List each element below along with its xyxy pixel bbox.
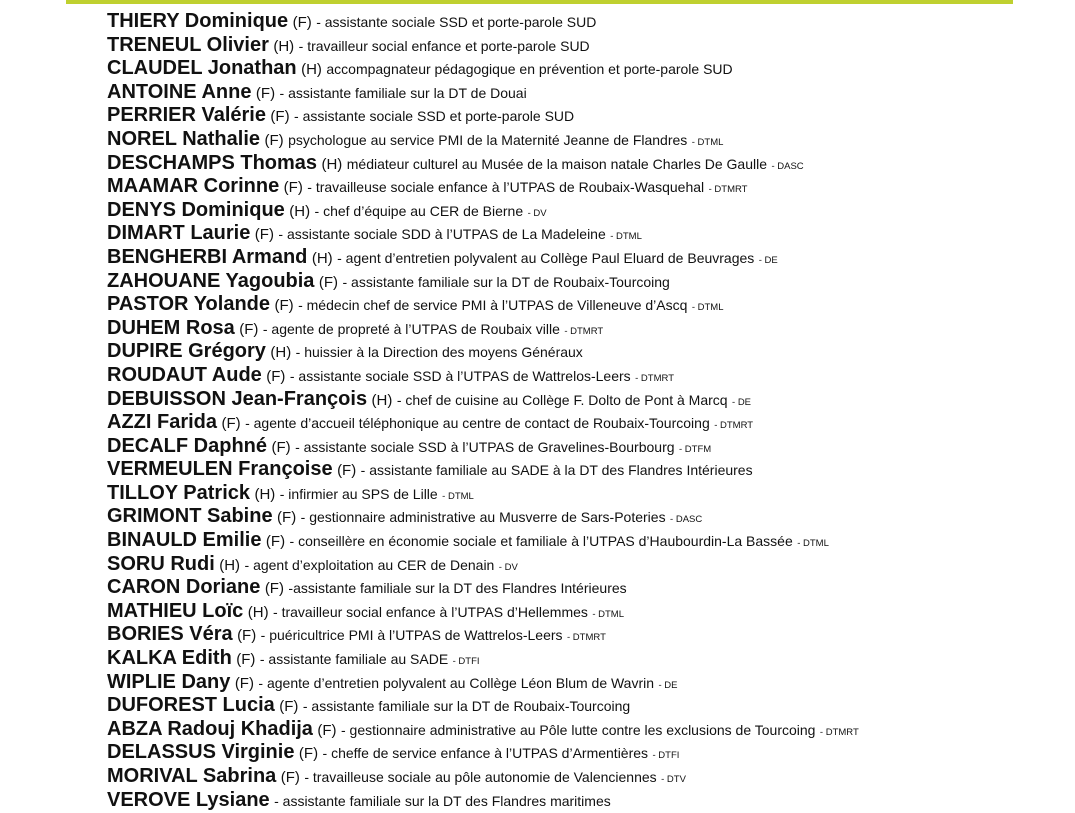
person-name: DUHEM Rosa <box>107 316 235 339</box>
person-name: ZAHOUANE Yagoubia <box>107 269 315 292</box>
role-description: - assistante sociale SDD à l’UTPAS de La Madeleine <box>278 226 606 243</box>
list-item <box>107 199 1057 223</box>
department-code: - DTMRT <box>635 372 674 384</box>
gender-label: (F) <box>254 226 274 244</box>
gender-label: (F) <box>318 273 339 291</box>
gender-label: (F) <box>298 745 319 763</box>
list-item <box>107 458 1057 482</box>
role-description: - puéricultrice PMI à l’UTPAS de Wattrelos-Leers <box>260 627 563 644</box>
person-name: NOREL Nathalie <box>107 127 260 150</box>
department-code: - DASC <box>771 160 804 172</box>
gender-label: (F) <box>264 131 284 149</box>
person-name: PERRIER Valérie <box>107 104 266 127</box>
department-code: - DTMRT <box>714 420 754 432</box>
gender-label: (H) <box>321 155 343 173</box>
list-item <box>107 576 1057 600</box>
list-item <box>107 435 1057 459</box>
department-code: - DE <box>732 396 752 408</box>
person-name: VEROVE Lysiane <box>107 788 270 811</box>
role-description: - agent d’exploitation au CER de Denain <box>244 556 495 573</box>
role-description: - agente de propreté à l’UTPAS de Roubaix ville <box>262 320 560 337</box>
person-name: MAAMAR Corinne <box>107 175 280 198</box>
person-name: DUPIRE Grégory <box>107 340 266 363</box>
role-description: - assistante sociale SSD et porte-parole SUD <box>294 108 575 125</box>
list-item <box>107 411 1057 435</box>
gender-label: (F) <box>265 533 286 551</box>
list-item <box>107 152 1057 176</box>
person-name: BORIES Véra <box>107 623 233 646</box>
list-item <box>107 340 1057 364</box>
gender-label: (F) <box>277 509 297 527</box>
list-item <box>107 128 1057 152</box>
department-code: - DE <box>658 679 678 691</box>
role-description: - assistante familiale au SADE à la DT des Flandres Intérieures <box>360 462 753 479</box>
role-description: - gestionnaire administrative au Pôle lutte contre les exclusions de Tourcoing <box>341 721 816 738</box>
department-code: - DTMRT <box>567 632 606 644</box>
department-code: - DTML <box>610 231 642 243</box>
list-item <box>107 789 1057 813</box>
list-item <box>107 388 1057 412</box>
gender-label: (F) <box>264 580 284 598</box>
department-code: - DV <box>527 207 547 219</box>
gender-label: (F) <box>270 108 290 126</box>
person-name: CLAUDEL Jonathan <box>107 57 297 80</box>
gender-label: (H) <box>311 249 333 267</box>
role-description: - conseillère en économie sociale et familiale à l’UTPAS d’Haubourdin-La Bassée <box>289 533 793 550</box>
list-item <box>107 718 1057 742</box>
person-name: BINAULD Emilie <box>107 529 262 552</box>
gender-label: (F) <box>337 462 357 480</box>
gender-label: (F) <box>279 698 299 716</box>
gender-label: (F) <box>237 627 257 645</box>
role-description: - assistante sociale SSD et porte-parole SUD <box>316 14 597 30</box>
gender-label: (F) <box>236 651 256 669</box>
gender-label: (F) <box>274 297 294 315</box>
list-item <box>107 175 1057 199</box>
person-name: ABZA Radouj Khadija <box>107 717 313 740</box>
person-name: CARON Doriane <box>107 576 261 599</box>
list-item <box>107 104 1057 128</box>
gender-label: (F) <box>280 769 300 786</box>
person-name: KALKA Edith <box>107 647 232 670</box>
department-code: - DTML <box>691 302 724 314</box>
department-code: - DTML <box>442 490 474 502</box>
list-item <box>107 671 1057 695</box>
department-code: - DTFI <box>452 656 480 668</box>
person-name: TRENEUL Olivier <box>107 33 269 56</box>
role-description: - travailleur social enfance à l’UTPAS d’Hellemmes <box>273 603 588 620</box>
role-description: - assistante familiale sur la DT de Douai <box>279 84 527 101</box>
person-name: DUFOREST Lucia <box>107 694 275 717</box>
person-name: ANTOINE Anne <box>107 80 252 103</box>
list-item <box>107 293 1057 317</box>
role-description: - cheffe de service enfance à l’UTPAS d’Armentières <box>322 745 649 762</box>
role-description: - gestionnaire administrative au Musverre de Sars-Poteries <box>300 509 666 526</box>
list-item <box>107 765 1057 789</box>
gender-label: (F) <box>234 674 254 692</box>
list-item <box>107 364 1057 388</box>
list-item <box>107 246 1057 270</box>
role-description: - chef de cuisine au Collège F. Dolto de Pont à Marcq <box>396 391 728 408</box>
role-description: - travailleuse sociale enfance à l’UTPAS de Roubaix-Wasquehal <box>307 179 705 196</box>
list-item <box>107 741 1057 765</box>
gender-label: (H) <box>301 61 322 79</box>
person-name: MATHIEU Loïc <box>107 599 244 622</box>
role-description: - huissier à la Direction des moyens Généraux <box>295 344 583 361</box>
gender-label: (F) <box>266 367 286 385</box>
role-description: médiateur culturel au Musée de la maison natale Charles De Gaulle <box>346 155 767 172</box>
list-item <box>107 81 1057 105</box>
role-description: - assistante familiale sur la DT de Roubaix-Tourcoing <box>342 273 670 290</box>
person-name: DIMART Laurie <box>107 222 251 245</box>
role-description: - travailleuse sociale au pôle autonomie de Valenciennes <box>304 769 657 785</box>
person-name: ROUDAUT Aude <box>107 363 262 386</box>
person-name: TILLOY Patrick <box>107 481 251 504</box>
gender-label: (F) <box>271 438 291 456</box>
role-description: psychologue au service PMI de la Maternité Jeanne de Flandres <box>288 131 688 148</box>
department-code: - DTFM <box>678 443 712 455</box>
role-description: - agente d’accueil téléphonique au centre de contact de Roubaix-Tourcoing <box>245 415 710 432</box>
department-code: - DTMRT <box>564 325 604 337</box>
gender-label: (F) <box>283 179 303 197</box>
list-item <box>107 694 1057 718</box>
department-code: - DASC <box>670 514 703 526</box>
list-item <box>107 10 1057 34</box>
role-description: - infirmier au SPS de Lille <box>279 485 438 502</box>
list-item <box>107 57 1057 81</box>
role-description: - agent d’entretien polyvalent au Collège Paul Eluard de Beuvrages <box>337 249 755 266</box>
gender-label: (H) <box>371 391 393 409</box>
department-code: - DTFI <box>652 750 680 762</box>
role-description: - assistante familiale sur la DT des Flandres maritimes <box>274 792 611 809</box>
person-list <box>107 10 1057 812</box>
list-item <box>107 34 1057 58</box>
gender-label: (H) <box>247 603 269 621</box>
role-description: - chef d’équipe au CER de Bierne <box>314 202 524 219</box>
gender-label: (F) <box>292 14 312 31</box>
role-description: - assistante sociale SSD à l’UTPAS de Gravelines-Bourbourg <box>295 438 675 455</box>
department-code: - DTML <box>797 538 829 550</box>
list-item <box>107 529 1057 553</box>
gender-label: (H) <box>289 202 311 220</box>
gender-label: (H) <box>254 485 276 503</box>
gender-label: (F) <box>317 721 337 739</box>
person-name: WIPLIE Dany <box>107 670 231 693</box>
gender-label: (F) <box>239 320 259 338</box>
department-code: - DTMRT <box>819 726 859 738</box>
person-name: DENYS Dominique <box>107 198 285 221</box>
department-code: - DTML <box>691 136 724 148</box>
list-item <box>107 270 1057 294</box>
list-item <box>107 317 1057 341</box>
person-name: DECALF Daphné <box>107 434 267 457</box>
list-item <box>107 647 1057 671</box>
role-description: - assistante familiale au SADE <box>259 651 449 668</box>
person-name: GRIMONT Sabine <box>107 505 273 528</box>
person-name: MORIVAL Sabrina <box>107 765 277 787</box>
person-name: AZZI Farida <box>107 411 218 434</box>
role-description: -assistante familiale sur la DT des Flandres Intérieures <box>288 580 627 597</box>
gender-label: (H) <box>273 37 295 55</box>
gender-label: (F) <box>255 84 276 102</box>
person-name: DESCHAMPS Thomas <box>107 151 318 174</box>
department-code: - DTV <box>661 774 686 785</box>
person-name: SORU Rudi <box>107 552 215 575</box>
role-description: - assistante familiale sur la DT de Roubaix-Tourcoing <box>302 698 631 715</box>
role-description: - médecin chef de service PMI à l’UTPAS de Villeneuve d’Ascq <box>298 297 688 314</box>
role-description: - assistante sociale SSD à l’UTPAS de Wattrelos-Leers <box>289 367 631 384</box>
department-code: - DE <box>758 254 778 266</box>
list-item <box>107 222 1057 246</box>
person-name: DELASSUS Virginie <box>107 741 295 764</box>
department-code: - DTML <box>592 608 625 620</box>
role-description: - travailleur social enfance et porte-parole SUD <box>298 37 590 54</box>
gender-label: (F) <box>221 415 241 433</box>
list-item <box>107 553 1057 577</box>
top-accent-bar <box>66 0 1013 4</box>
person-name: BENGHERBI Armand <box>107 245 308 268</box>
role-description: - agente d’entretien polyvalent au Collège Léon Blum de Wavrin <box>258 674 655 691</box>
department-code: - DV <box>498 561 518 573</box>
person-name: THIERY Dominique <box>107 10 289 32</box>
list-item <box>107 482 1057 506</box>
role-description: accompagnateur pédagogique en prévention et porte-parole SUD <box>326 61 733 78</box>
person-name: DEBUISSON Jean-François <box>107 387 368 410</box>
gender-label: (H) <box>219 556 241 574</box>
person-name: VERMEULEN Françoise <box>107 458 333 481</box>
list-item <box>107 623 1057 647</box>
list-item <box>107 505 1057 529</box>
person-name: PASTOR Yolande <box>107 293 270 316</box>
list-item <box>107 600 1057 624</box>
gender-label: (H) <box>270 344 292 362</box>
department-code: - DTMRT <box>708 184 748 196</box>
